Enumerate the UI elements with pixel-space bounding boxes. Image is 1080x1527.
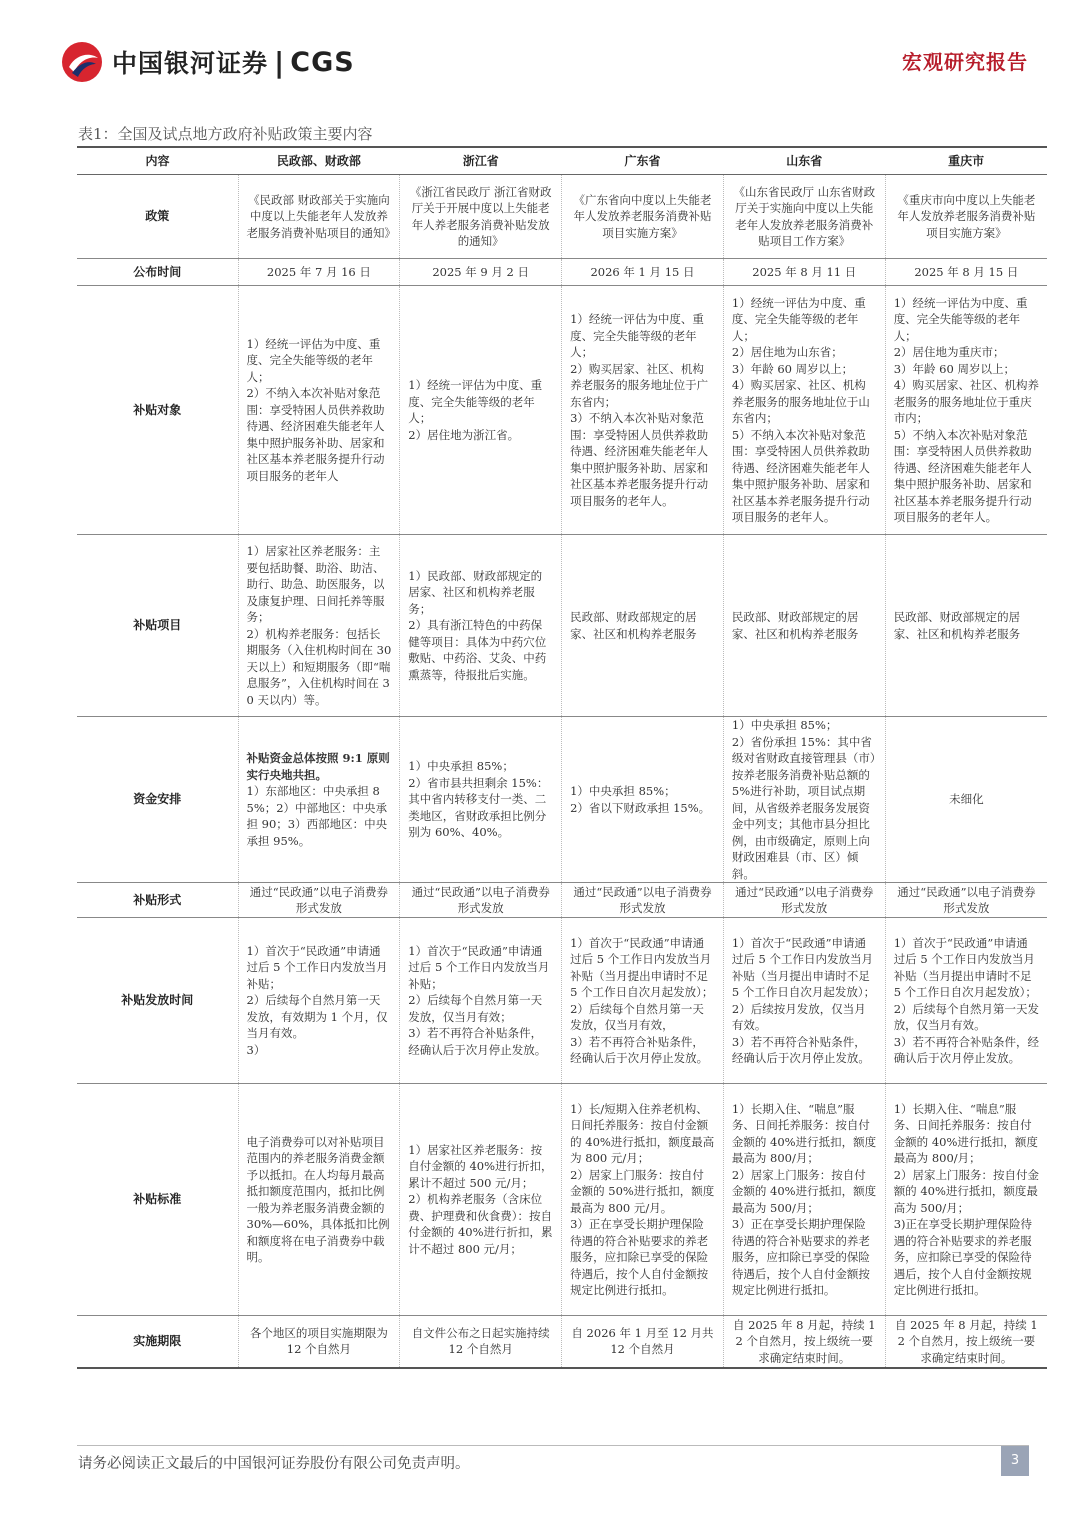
table-cell: [723, 259, 885, 286]
cell-text: 自 2026 年 1 月至 12 月共 12 个自然月: [571, 1325, 718, 1357]
table-cell: [723, 1084, 885, 1316]
cell-text: 1）经统一评估为中度、重度、完全失能等级的老年人； 2）不纳入本次补贴对象范围：享受特困人员供养救助待遇、经济困难失能老年人集中照护服务补助、居家和社区基本养老服务提升行动项目服务的老年人: [246, 336, 385, 483]
cell-text: 1）经统一评估为中度、重度、完全失能等级的老年人； 2）居住地为浙江省。: [408, 378, 543, 442]
table-row-subsidy-form: [77, 883, 1047, 918]
cell-text: 1）经统一评估为中度、重度、完全失能等级的老年人； 2）居住地为重庆市； 3）年龄 60 周岁以上； 4）购买居家、社区、机构养老服务的服务地址位于重庆市内； 5）不纳入本次补贴对象范围：享受特困人员供养救助待遇、经济困难失能老年人集中照护服务补助、居家和社区基本养老服务提升行动项目服务的老年人。: [893, 295, 1040, 524]
cell-text: 自 2025 年 8 月起，持续 12 个自然月，按上级统一要求确定结束时间。: [895, 1317, 1038, 1365]
cell-text: 2025 年 7 月 16 日: [266, 264, 371, 279]
page-number: 3: [1001, 1446, 1029, 1476]
cell-text: 民政部、财政部规定的居家、社区和机构养老服务: [731, 610, 859, 641]
cell-text: 1）首次于“民政通”申请通过后 5 个工作日内发放当月补贴（当月提出申请时不足 5 个工作日自次月起发放）； 2）后续按月发放，仅当月有效。 3）若不再符合补贴条件，经确认后于次月停止发放。: [731, 935, 876, 1065]
funding-principle: 补贴资金总体按照 9:1 原则实行央地共担。: [246, 751, 390, 782]
table-cell: [400, 1316, 562, 1368]
cell-text: 1）首次于“民政通”申请通过后 5 个工作日内发放当月补贴（当月提出申请时不足 5 个工作日自次月起发放）； 2）后续每个自然月第一天发放，仅当月有效。 3）若不再符合补贴条件，经确认后于次月停止发放。: [893, 935, 1040, 1065]
cell-text: 通过“民政通”以电子消费券形式发放: [411, 884, 550, 915]
table-header-row: [77, 147, 1047, 175]
cell-text: 2025 年 9 月 2 日: [432, 264, 530, 279]
cell-text: 1）经统一评估为中度、重度、完全失能等级的老年人； 2）购买居家、社区、机构养老服务的服务地址位于广东省内； 3）不纳入本次补贴对象范围：享受特困人员供养救助待遇、经济困难失能老年人集中照护服务补助、居家和社区基本养老服务提升行动项目服务的老年人。: [570, 312, 709, 508]
cell-text: 1）首次于“民政通”申请通过后 5 个工作日内发放当月补贴； 2）后续每个自然月第一天发放，有效期为 1 个月，仅当月有效。 3）: [246, 943, 388, 1057]
row-label: 补贴标准: [77, 1084, 238, 1316]
table-row-disbursement-time: [77, 918, 1047, 1084]
table-cell: [238, 286, 400, 535]
table-cell: [885, 535, 1047, 717]
table-cell: [238, 535, 400, 717]
table-cell: [723, 286, 885, 535]
cell-text: 民政部、财政部规定的居家、社区和机构养老服务: [893, 610, 1021, 641]
cell-text: 《重庆市向中度以上失能老年人发放养老服务消费补贴项目实施方案》: [897, 192, 1036, 240]
cell-text: 2025 年 8 月 11 日: [752, 264, 857, 279]
cell-text: 通过“民政通”以电子消费券形式发放: [573, 884, 712, 915]
cell-text: 1）中央承担 85%； 2）省市县共担剩余 15%：其中省内转移支付一类、二类地区，省财政承担比例分别为 60%、40%。: [408, 759, 549, 840]
table-cell: [400, 175, 562, 259]
logo-separator: |: [274, 45, 285, 79]
table-cell: [723, 717, 885, 883]
table-cell: [562, 918, 724, 1084]
table-cell: [562, 175, 724, 259]
table-cell: [562, 883, 724, 918]
cell-text: 1）长/短期入住养老机构、日间托养服务：按自付金额的 40%进行抵扣，额度最高为 800 元/月； 2）居家上门服务：按自付金额的 50%进行抵扣，额度最高为 800 元/月。 3）正在享受长期护理保险待遇的符合补贴要求的养老服务，应扣除已享受的保险待遇后，按个人自付金额按规定比例进行抵扣。: [570, 1101, 715, 1297]
report-type: 宏观研究报告: [902, 50, 1028, 74]
footer-disclaimer: 请务必阅读正文最后的中国银河证券股份有限公司免责声明。: [78, 1456, 470, 1472]
cell-text: 《民政部 财政部关于实施向中度以上失能老年人发放养老服务消费补贴项目的通知》: [246, 192, 396, 240]
cell-text: 通过“民政通”以电子消费券形式发放: [897, 884, 1036, 915]
cell-text: 1）首次于“民政通”申请通过后 5 个工作日内发放当月补贴； 2）后续每个自然月第一天发放，仅当月有效； 3）若不再符合补贴条件，经确认后于次月停止发放。: [408, 943, 550, 1057]
table-row-funding: [77, 717, 1047, 883]
cell-text: 1）居家社区养老服务：按自付金额的 40%进行折扣，累计不超过 500 元/月； 2）机构养老服务（含床位费、护理费和伙食费）：按自付金额的 40%进行折扣，累计不超过 800 元/月；: [408, 1142, 553, 1256]
column-header-zhejiang: 浙江省: [400, 147, 562, 175]
table-cell: [562, 717, 724, 883]
cell-text: 1）经统一评估为中度、重度、完全失能等级的老年人； 2）居住地为山东省； 3）年龄 60 周岁以上； 4）购买居家、社区、机构养老服务的服务地址位于山东省内； 5）不纳入本次补贴对象范围：享受特困人员供养救助待遇、经济困难失能老年人集中照护服务补助、居家和社区基本养老服务提升行动项目服务的老年人。: [731, 295, 870, 524]
table-cell: [400, 1084, 562, 1316]
table-title: 表1：全国及试点地方政府补贴政策主要内容: [78, 125, 373, 143]
cell-text: 自 2025 年 8 月起，持续 12 个自然月，按上级统一要求确定结束时间。: [732, 1317, 876, 1365]
table-cell: [400, 259, 562, 286]
company-logo: [60, 40, 355, 84]
cell-text: 通过“民政通”以电子消费券形式发放: [249, 884, 389, 915]
row-label: 实施期限: [77, 1316, 238, 1368]
table-cell: [885, 918, 1047, 1084]
cell-text: 《广东省向中度以上失能老年人发放养老服务消费补贴项目实施方案》: [573, 192, 712, 240]
table-cell: [238, 1316, 400, 1368]
table-cell: [400, 286, 562, 535]
row-label: 补贴发放时间: [77, 918, 238, 1084]
footer-divider: [77, 1445, 1029, 1446]
row-label: 补贴形式: [77, 883, 238, 918]
table-row-subsidy-target: [77, 286, 1047, 535]
cell-text: 1）首次于“民政通”申请通过后 5 个工作日内发放当月补贴（当月提出申请时不足 5 个工作日自次月起发放）； 2）后续每个自然月第一天发放，仅当月有效， 3）若不再符合补贴条件，经确认后于次月停止发放。: [570, 935, 714, 1065]
table-cell: [885, 1084, 1047, 1316]
table-cell: [400, 918, 562, 1084]
table-cell: [238, 175, 400, 259]
table-cell: [400, 535, 562, 717]
column-header-content: 内容: [77, 147, 238, 175]
page-header: [0, 0, 1080, 110]
table-row-subsidy-items: [77, 535, 1047, 717]
table-cell: [885, 1316, 1047, 1368]
table-cell: [723, 883, 885, 918]
table-cell: [885, 717, 1047, 883]
cell-text: 1）居家社区养老服务：主要包括助餐、助浴、助洁、助行、助急、助医服务，以及康复护理、日间托养等服务； 2）机构养老服务：包括长期服务（入住机构时间在 30 天以上）和短期服务（即“喘息服务”，入住机构时间在 30 天以内）等。: [246, 544, 392, 707]
row-label: 补贴对象: [77, 286, 238, 535]
table-cell: [562, 1316, 724, 1368]
table-cell: [400, 717, 562, 883]
table-cell: [238, 883, 400, 918]
table-cell: [562, 259, 724, 286]
table-cell: [238, 259, 400, 286]
table-cell: [723, 1316, 885, 1368]
cell-text: 自文件公布之日起实施持续 12 个自然月: [411, 1325, 554, 1357]
cell-text: 《浙江省民政厅 浙江省财政厅关于开展中度以上失能老年人养老服务消费补贴发放的通知》: [409, 184, 552, 248]
table-cell: [562, 1084, 724, 1316]
cell-text: 各个地区的项目实施期限为 12 个自然月: [249, 1325, 392, 1357]
cell-text: 1）长期入住、“喘息”服务、日间托养服务：按自付金额的 40%进行抵扣，额度最高为 800/月； 2）居家上门服务：按自付金额的 40%进行抵扣，额度最高为 500/月； 3)正在享受长期护理保险待遇的符合补贴要求的养老服务，应扣除已享受的保险待遇后，按个人自付金额按规定比例进行抵扣。: [893, 1101, 1040, 1297]
table-cell: [238, 918, 400, 1084]
cell-text: 电子消费券可以对补贴项目范围内的养老服务消费金额予以抵扣。在人均每月最高抵扣额度范围内，抵扣比例一般为养老服务消费金额的 30%—60%，具体抵扣比例和额度将在电子消费券中载明。: [246, 1134, 390, 1264]
logo-text: 中国银河证券: [112, 49, 269, 78]
column-header-mca-mof: 民政部、财政部: [238, 147, 400, 175]
table-row-policy: [77, 175, 1047, 259]
column-header-chongqing: 重庆市: [885, 147, 1047, 175]
cell-text: 《山东省民政厅 山东省财政厅关于实施向中度以上失能老年人发放养老服务消费补贴项目工作方案》: [733, 184, 876, 248]
cgs-logo-icon: [60, 40, 104, 84]
table-cell: [238, 717, 400, 883]
table-row-publish-date: [77, 259, 1047, 286]
table-cell: [885, 175, 1047, 259]
cell-text: 1）中央承担 85%； 2）省以下财政承担 15%。: [570, 784, 711, 815]
table-cell: [885, 259, 1047, 286]
table-cell: [885, 286, 1047, 535]
table-cell: [723, 535, 885, 717]
cell-text: 民政部、财政部规定的居家、社区和机构养老服务: [570, 610, 697, 641]
row-label: 政策: [77, 175, 238, 259]
table-cell: [723, 175, 885, 259]
column-header-shandong: 山东省: [723, 147, 885, 175]
column-header-guangdong: 广东省: [562, 147, 724, 175]
cell-text: 1）长期入住、“喘息”服务、日间托养服务：按自付金额的 40%进行抵扣，额度最高为 800/月； 2）居家上门服务：按自付金额的 40%进行抵扣，额度最高为 500/月； 3）正在享受长期护理保险待遇的符合补贴要求的养老服务，应扣除已享受的保险待遇后，按个人自付金额按规定比例进行抵扣。: [731, 1101, 877, 1297]
cell-text: 1）民政部、财政部规定的居家、社区和机构养老服务； 2）具有浙江特色的中药保健等项目：具体为中药穴位敷贴、中药浴、艾灸、中药熏蒸等，待报批后实施。: [408, 568, 547, 682]
table-cell: [238, 1084, 400, 1316]
cell-text: 2026 年 1 月 15 日: [590, 264, 695, 279]
policy-table: [77, 146, 1047, 1369]
table-cell: [400, 883, 562, 918]
table-cell: [562, 286, 724, 535]
row-label: 资金安排: [77, 717, 238, 883]
logo-english: CGS: [290, 46, 355, 78]
row-label: 补贴项目: [77, 535, 238, 717]
table-cell: [562, 535, 724, 717]
table-cell: [885, 883, 1047, 918]
table-cell: [723, 918, 885, 1084]
cell-text: 未细化: [949, 792, 984, 807]
table-row-implementation-period: [77, 1316, 1047, 1368]
cell-text: 2025 年 8 月 15 日: [914, 264, 1019, 279]
cell-text: 通过“民政通”以电子消费券形式发放: [735, 884, 874, 915]
cell-text: 1）东部地区：中央承担 85%；2）中部地区：中央承担 90；3）西部地区：中央承担 95%。: [246, 784, 388, 848]
table-row-subsidy-standard: [77, 1084, 1047, 1316]
cell-text: 1）中央承担 85%； 2）省份承担 15%：其中省级对省财政直接管理县（市）按养老服务消费补贴总额的 5%进行补助，项目试点期间，从省级养老服务发展资金中列支；其他市县分担比例，由市级确定，原则上向财政困难县（市、区）倾斜。: [731, 718, 876, 881]
row-label: 公布时间: [77, 259, 238, 286]
